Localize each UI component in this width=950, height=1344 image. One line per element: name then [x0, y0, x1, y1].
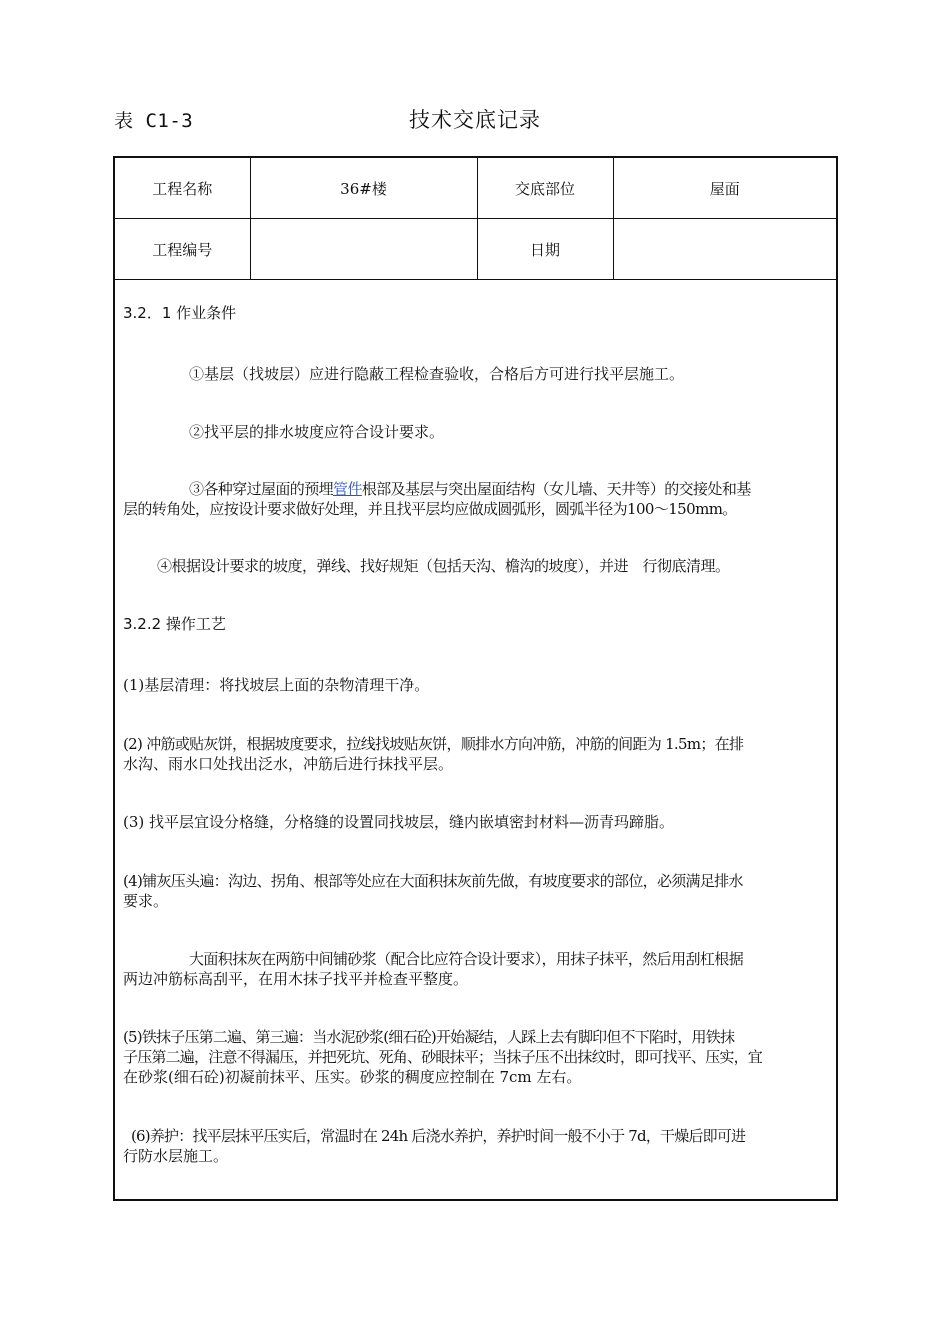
part-value: 屋面 [613, 158, 836, 219]
condition-3-line-1 [189, 479, 896, 499]
condition-3-text-b: 根部及基层与突出屋面结构（女儿墙、天井等）的交接处和基 [361, 480, 751, 498]
condition-2: ②找平层的排水坡度应符合设计要求。 [189, 423, 445, 441]
project-no-label: 工程编号 [115, 219, 250, 280]
step-1: (1)基层清理：将找坡层上面的杂物清理干净。 [123, 676, 430, 694]
pipe-fitting-link[interactable]: 管件 [333, 480, 362, 498]
step-2-line-1: (2) 冲筋或贴灰饼，根据坡度要求，拉线找坡贴灰饼，顺排水方向冲筋，冲筋的间距为 1.5m；在排 [123, 735, 744, 753]
step-5-line-2: 子压第二遍，注意不得漏压，并把死坑、死角、砂眼抹平；当抹子压不出抹纹时，即可找平、压实，宜 [123, 1048, 763, 1066]
project-name-value: 36#楼 [250, 158, 477, 219]
project-no-value [250, 219, 477, 280]
condition-3-text-a: ③各种穿过屋面的预埋 [189, 480, 334, 498]
step-6-line-1: (6)养护：找平层抹平压实后，常温时在 24h 后浇水养护，养护时间一般不小于 7d，干燥后即可进 [131, 1127, 746, 1145]
part-label: 交底部位 [477, 158, 613, 219]
project-name-label: 工程名称 [115, 158, 250, 219]
step-4b-line-2: 两边冲筋标高刮平，在用木抹子找平并检查平整度。 [123, 970, 469, 988]
step-5-line-3: 在砂浆(细石砼)初凝前抹平、压实。砂浆的稠度应控制在 7cm 左右。 [123, 1068, 582, 1086]
condition-1: ①基层（找坡层）应进行隐蔽工程检查验收，合格后方可进行找平层施工。 [189, 365, 685, 383]
document-title: 技术交底记录 [409, 108, 541, 132]
step-3: (3) 找平层宜设分格缝，分格缝的设置同找坡层，缝内嵌填密封材料—沥青玛蹄脂。 [123, 813, 675, 831]
condition-4: ④根据设计要求的坡度，弹线、找好规矩（包括天沟、檐沟的坡度），并进 行彻底清理。 [157, 557, 730, 575]
step-2-line-2: 水沟、雨水口处找出泛水，冲筋后进行抹找平层。 [123, 755, 454, 773]
step-4b-line-1: 大面积抹灰在两筋中间铺砂浆（配合比应符合设计要求），用抹子抹平，然后用刮杠根据 [189, 950, 744, 968]
step-5-line-1: (5)铁抹子压第二遍、第三遍：当水泥砂浆(细石砼)开始凝结，人踩上去有脚印但不下陷时，用铁抹 [123, 1028, 735, 1046]
section-title-conditions: 3.2．1 作业条件 [123, 304, 237, 322]
step-4-line-2: 要求。 [123, 892, 169, 910]
section-title-process: 3.2.2 操作工艺 [123, 615, 226, 633]
form-id: 表 C1-3 [114, 110, 194, 132]
condition-3-line-2: 层的转角处，应按设计要求做好处理，并且找平层均应做成圆弧形，圆弧半径为100～150mm。 [123, 500, 737, 518]
date-label: 日期 [477, 219, 613, 280]
step-4-line-1: (4)铺灰压头遍：沟边、拐角、根部等处应在大面积抹灰前先做，有坡度要求的部位，必须满足排水 [123, 872, 743, 890]
date-value [613, 219, 836, 280]
record-frame [113, 156, 838, 1201]
info-table [115, 158, 836, 280]
step-6-line-2: 行防水层施工。 [123, 1147, 229, 1165]
